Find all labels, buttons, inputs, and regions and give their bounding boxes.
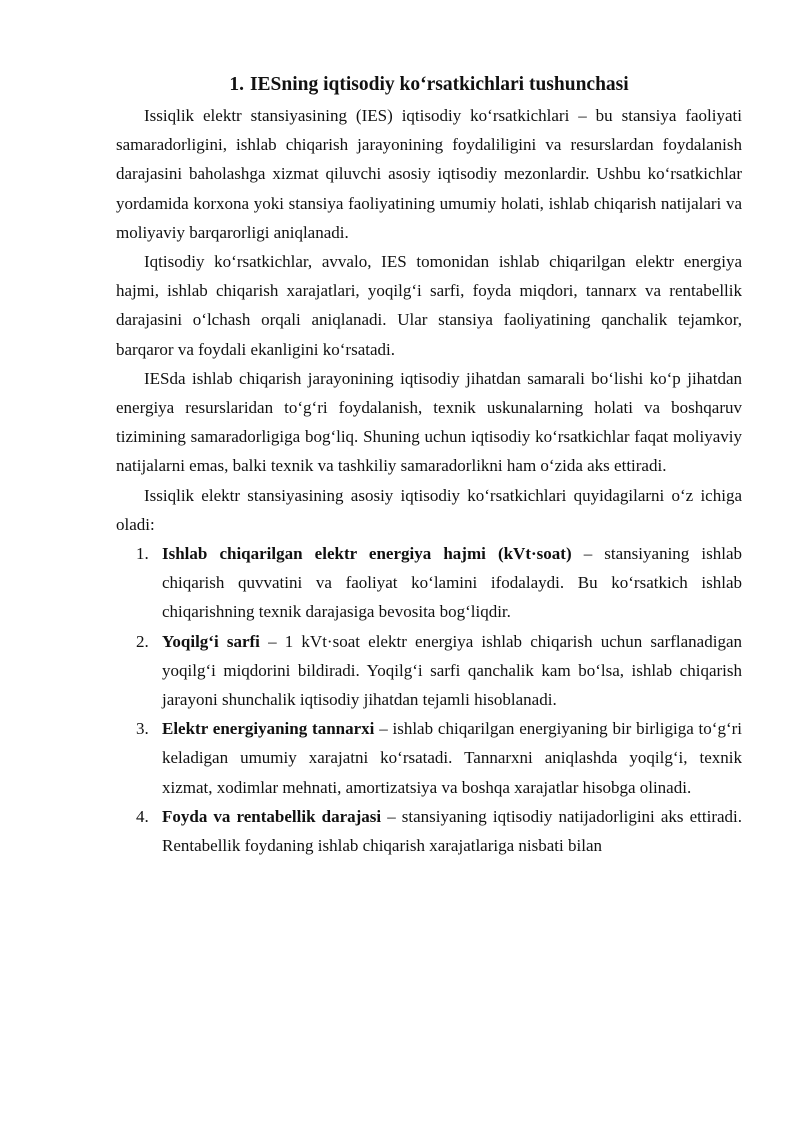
list-item xyxy=(116,714,742,802)
list-item-term: Yoqilg‘i sarfi xyxy=(162,631,260,651)
document-page xyxy=(116,72,742,860)
paragraph-3: IESda ishlab chiqarish jarayonining iqtisodiy jihatdan samarali bo‘lishi ko‘p jihatdan energiya resurslaridan to‘g‘ri foydalanish, texnik uskunalarning holati va boshqaruv tizimining samaradorligiga bog‘liq. Shuning uchun iqtisodiy ko‘rsatkichlar faqat moliyaviy natijalarni emas, balki texnik va tashkiliy samaradorlikni ham o‘zida aks ettiradi. xyxy=(116,368,742,476)
paragraph-2: Iqtisodiy ko‘rsatkichlar, avvalo, IES tomonidan ishlab chiqarilgan elektr energiya hajmi, ishlab chiqarish xarajatlari, yoqilg‘i sarfi, foyda miqdori, tannarx va rentabellik darajasini o‘lchash orqali aniqlanadi. Ular stansiya faoliyatining qanchalik tejamkor, barqaror va foydali ekanligini ko‘rsatadi. xyxy=(116,252,742,359)
list-item xyxy=(116,627,742,715)
paragraph-1: Issiqlik elektr stansiyasining (IES) iqtisodiy ko‘rsatkichlari – bu stansiya faoliyati samaradorligini, ishlab chiqarish jarayonining foydaliligini va resurslardan foydalanish darajasini baholashga xizmat qiluvchi asosiy iqtisodiy mezonlardir. Ushbu ko‘rsatkichlar yordamida korxona yoki stansiya faoliyatining umumiy holati, ishlab chiqarish natijalari va moliyaviy barqarorligi aniqlanadi. xyxy=(116,106,742,242)
list-item-text: – stansiyaning iqtisodiy natijadorligini aks ettiradi. Rentabellik foydaning ishlab chiqarish xarajatlariga nisbati bilan xyxy=(162,806,742,856)
list-item-term: Ishlab chiqarilgan elektr energiya hajmi (kVt·soat) xyxy=(162,544,572,564)
indicator-list xyxy=(116,539,742,860)
list-item xyxy=(116,802,742,860)
list-item-text: – ishlab chiqarilgan energiyaning bir birligiga to‘g‘ri keladigan umumiy xarajatni ko‘rsatadi. Tannarxni aniqlashda yoqilg‘i, texnik xizmat, xodimlar mehnati, amortizatsiya va boshqa xarajatlar hisobga olinadi. xyxy=(162,719,742,797)
list-marker: 4. xyxy=(136,806,149,826)
section-title: IESning iqtisodiy ko‘rsatkichlari tushunchasi xyxy=(249,74,629,95)
list-item-term: Elektr energiyaning tannarxi xyxy=(162,719,375,739)
list-item xyxy=(116,539,742,627)
section-number: 1. xyxy=(229,74,244,95)
list-item-term: Foyda va rentabellik darajasi xyxy=(162,806,382,826)
section-heading xyxy=(116,72,742,98)
list-marker: 2. xyxy=(136,631,149,651)
list-marker: 3. xyxy=(136,719,149,739)
list-item-text: – 1 kVt·soat elektr energiya ishlab chiqarish uchun sarflanadigan yoqilg‘i miqdorini bildiradi. Yoqilg‘i sarfi qanchalik kam bo‘lsa, ishlab chiqarish jarayoni shunchalik iqtisodiy jihatdan tejamli hisoblanadi. xyxy=(162,631,742,710)
list-marker: 1. xyxy=(136,544,149,564)
list-item-text: – stansiyaning ishlab chiqarish quvvatini va faoliyat ko‘lamini ifodalaydi. Bu ko‘rsatkich ishlab chiqarishning texnik darajasiga bevosita bog‘liqdir. xyxy=(162,544,742,622)
paragraph-4: Issiqlik elektr stansiyasining asosiy iqtisodiy ko‘rsatkichlari quyidagilarni o‘z ichiga oladi: xyxy=(116,485,742,534)
